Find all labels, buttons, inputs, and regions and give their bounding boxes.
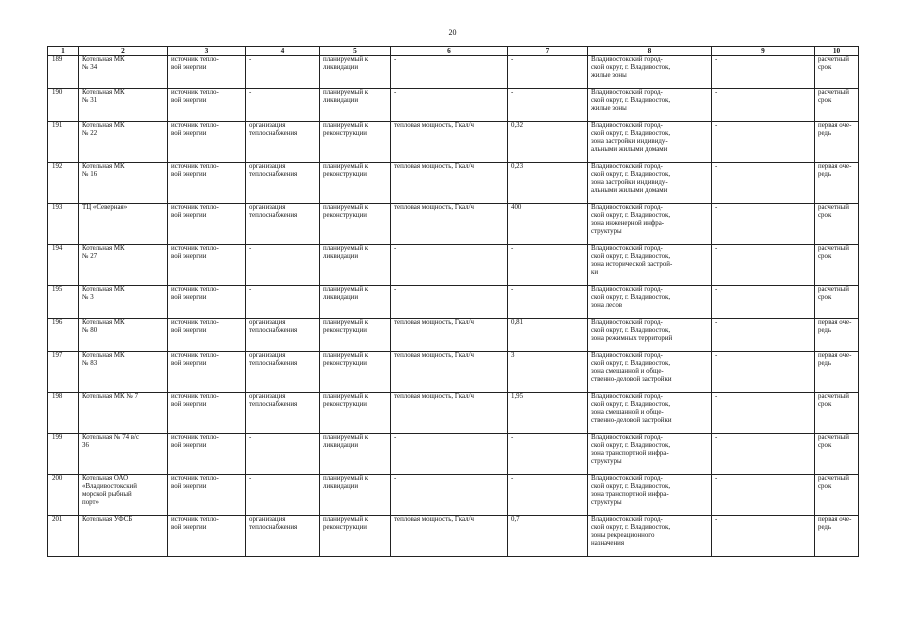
- location-zone-text: Владивостокский город- ской округ, г. Владивосток, зона транспортной инфра- структуры: [591, 475, 671, 507]
- operating-organization-text: организация теплоснабжения: [249, 516, 298, 532]
- row-number: [48, 319, 79, 352]
- facility-name-text: Котельная МК № 83: [82, 352, 125, 368]
- column-header: 7: [508, 47, 588, 56]
- facility-name: [79, 245, 168, 286]
- column-9-value: [712, 286, 815, 319]
- operating-organization-text: организация теплоснабжения: [249, 122, 298, 138]
- parameter-name: [391, 204, 508, 245]
- implementation-term-text: расчетный срок: [818, 434, 849, 450]
- implementation-term-text: расчетный срок: [818, 245, 849, 261]
- facility-type: [168, 286, 246, 319]
- column-9-value: [712, 434, 815, 475]
- parameter-name: [391, 352, 508, 393]
- planned-status: [320, 475, 391, 516]
- operating-organization-text: -: [249, 245, 252, 252]
- facility-name: [79, 163, 168, 204]
- planned-status-text: планируемый к реконструкции: [323, 204, 369, 220]
- location-zone: [588, 516, 712, 557]
- column-9-value: [712, 163, 815, 204]
- operating-organization-text: -: [249, 89, 252, 96]
- facility-name-text: Котельная МК № 22: [82, 122, 125, 138]
- operating-organization: [246, 204, 320, 245]
- parameter-value-text: -: [511, 89, 514, 96]
- planned-status-text: планируемый к реконструкции: [323, 516, 369, 532]
- parameter-name: [391, 89, 508, 122]
- implementation-term-text: расчетный срок: [818, 204, 849, 220]
- planned-status: [320, 434, 391, 475]
- parameter-value-text: -: [511, 475, 514, 482]
- location-zone-text: Владивостокский город- ской округ, г. Владивосток, зона инженерной инфра- структуры: [591, 204, 671, 236]
- parameter-value: [508, 204, 588, 245]
- row-number: [48, 393, 79, 434]
- parameter-name: [391, 516, 508, 557]
- parameter-value: [508, 89, 588, 122]
- row-number-text: 201: [52, 516, 63, 523]
- column-header: 10: [815, 47, 859, 56]
- operating-organization-text: организация теплоснабжения: [249, 204, 298, 220]
- implementation-term-text: расчетный срок: [818, 393, 849, 409]
- implementation-term: [815, 434, 859, 475]
- parameter-value: [508, 352, 588, 393]
- row-number-text: 195: [52, 286, 63, 293]
- parameter-value-text: 3: [511, 352, 515, 359]
- operating-organization: [246, 352, 320, 393]
- column-9-value-text: -: [715, 475, 718, 482]
- operating-organization: [246, 516, 320, 557]
- implementation-term-text: расчетный срок: [818, 89, 849, 105]
- implementation-term-text: первая оче- редь: [818, 352, 852, 368]
- row-number-text: 190: [52, 89, 63, 96]
- operating-organization: [246, 475, 320, 516]
- facility-type: [168, 89, 246, 122]
- parameter-name-text: тепловая мощность, Гкал/ч: [394, 319, 474, 326]
- row-number-text: 189: [52, 56, 63, 63]
- implementation-term-text: первая оче- редь: [818, 163, 852, 179]
- column-9-value: [712, 319, 815, 352]
- facility-type: [168, 56, 246, 89]
- table-row: [48, 204, 859, 245]
- column-header: 2: [79, 47, 168, 56]
- column-9-value-text: -: [715, 434, 718, 441]
- facility-name: [79, 204, 168, 245]
- table-row: [48, 245, 859, 286]
- facility-type-text: источник тепло- вой энергии: [171, 204, 219, 220]
- row-number-text: 199: [52, 434, 63, 441]
- implementation-term: [815, 56, 859, 89]
- table-row: [48, 393, 859, 434]
- parameter-value: [508, 56, 588, 89]
- parameter-name-text: -: [394, 286, 397, 293]
- parameter-name-text: -: [394, 245, 397, 252]
- planned-status-text: планируемый к ликвидации: [323, 475, 369, 491]
- operating-organization: [246, 319, 320, 352]
- parameter-name-text: -: [394, 434, 397, 441]
- column-9-value-text: -: [715, 89, 718, 96]
- location-zone: [588, 245, 712, 286]
- row-number: [48, 434, 79, 475]
- planned-status: [320, 122, 391, 163]
- row-number-text: 200: [52, 475, 63, 482]
- column-9-value: [712, 122, 815, 163]
- facility-type: [168, 393, 246, 434]
- operating-organization: [246, 122, 320, 163]
- parameter-name-text: тепловая мощность, Гкал/ч: [394, 122, 474, 129]
- facility-name-text: Котельная МК № 3: [82, 286, 125, 302]
- implementation-term-text: первая оче- редь: [818, 319, 852, 335]
- table-row: [48, 434, 859, 475]
- column-9-value: [712, 393, 815, 434]
- implementation-term: [815, 516, 859, 557]
- row-number: [48, 516, 79, 557]
- column-9-value-text: -: [715, 516, 718, 523]
- operating-organization: [246, 163, 320, 204]
- column-9-value: [712, 516, 815, 557]
- planned-status: [320, 352, 391, 393]
- location-zone: [588, 89, 712, 122]
- planned-status: [320, 204, 391, 245]
- implementation-term-text: первая оче- редь: [818, 122, 852, 138]
- facility-name: [79, 319, 168, 352]
- column-9-value: [712, 89, 815, 122]
- implementation-term: [815, 319, 859, 352]
- location-zone-text: Владивостокский город- ской округ, г. Владивосток, зона застройки индивиду- альными жилыми домами: [591, 163, 671, 195]
- parameter-value: [508, 286, 588, 319]
- facility-type: [168, 122, 246, 163]
- facility-name-text: Котельная № 74 в/с 36: [82, 434, 140, 450]
- parameter-value-text: 0,23: [511, 163, 524, 170]
- parameter-value-text: -: [511, 434, 514, 441]
- location-zone-text: Владивостокский город- ской округ, г. Владивосток, зона режимных территорий: [591, 319, 673, 343]
- operating-organization-text: -: [249, 434, 252, 441]
- location-zone-text: Владивостокский город- ской округ, г. Владивосток, жилые зоны: [591, 56, 671, 80]
- location-zone-text: Владивостокский город- ской округ, г. Владивосток, жилые зоны: [591, 89, 671, 113]
- implementation-term: [815, 245, 859, 286]
- row-number: [48, 475, 79, 516]
- operating-organization: [246, 393, 320, 434]
- operating-organization-text: -: [249, 475, 252, 482]
- page-number: 20: [448, 28, 457, 37]
- column-9-value: [712, 352, 815, 393]
- operating-organization: [246, 56, 320, 89]
- parameter-value: [508, 434, 588, 475]
- location-zone-text: Владивостокский город- ской округ, г. Владивосток, зона застройки индивиду- альными жилыми домами: [591, 122, 671, 154]
- facility-name-text: Котельная УФСБ: [82, 516, 133, 523]
- parameter-name-text: тепловая мощность, Гкал/ч: [394, 393, 474, 400]
- column-header: 1: [48, 47, 79, 56]
- planned-status-text: планируемый к реконструкции: [323, 319, 369, 335]
- planned-status-text: планируемый к реконструкции: [323, 393, 369, 409]
- implementation-term: [815, 352, 859, 393]
- operating-organization: [246, 245, 320, 286]
- table-body: [48, 56, 859, 557]
- parameter-name: [391, 434, 508, 475]
- planned-status: [320, 393, 391, 434]
- planned-status: [320, 516, 391, 557]
- column-header: 3: [168, 47, 246, 56]
- parameter-name: [391, 393, 508, 434]
- facility-type-text: источник тепло- вой энергии: [171, 516, 219, 532]
- parameter-value-text: 0,81: [511, 319, 524, 326]
- operating-organization: [246, 434, 320, 475]
- location-zone: [588, 475, 712, 516]
- facility-name: [79, 475, 168, 516]
- column-9-value-text: -: [715, 286, 718, 293]
- parameter-name-text: -: [394, 56, 397, 63]
- row-number-text: 198: [52, 393, 63, 400]
- operating-organization-text: -: [249, 56, 252, 63]
- table-row: [48, 319, 859, 352]
- facility-type: [168, 352, 246, 393]
- parameter-value-text: -: [511, 245, 514, 252]
- location-zone: [588, 122, 712, 163]
- planned-status-text: планируемый к ликвидации: [323, 56, 369, 72]
- planned-status: [320, 245, 391, 286]
- row-number-text: 197: [52, 352, 63, 359]
- facility-name: [79, 434, 168, 475]
- planned-status-text: планируемый к ликвидации: [323, 245, 369, 261]
- location-zone-text: Владивостокский город- ской округ, г. Владивосток, зоны рекреационного назначения: [591, 516, 671, 548]
- implementation-term: [815, 89, 859, 122]
- table-row: [48, 516, 859, 557]
- location-zone-text: Владивостокский город- ской округ, г. Владивосток, зона смешанной и обще- ственно-деловой застройки: [591, 393, 672, 425]
- row-number-text: 194: [52, 245, 63, 252]
- facility-type: [168, 204, 246, 245]
- table-row: [48, 122, 859, 163]
- table-row: [48, 475, 859, 516]
- planned-status-text: планируемый к реконструкции: [323, 352, 369, 368]
- facility-type-text: источник тепло- вой энергии: [171, 122, 219, 138]
- parameter-name: [391, 245, 508, 286]
- operating-organization: [246, 89, 320, 122]
- implementation-term: [815, 204, 859, 245]
- facility-type-text: источник тепло- вой энергии: [171, 286, 219, 302]
- location-zone: [588, 286, 712, 319]
- operating-organization-text: организация теплоснабжения: [249, 352, 298, 368]
- table-row: [48, 89, 859, 122]
- parameter-name-text: тепловая мощность, Гкал/ч: [394, 163, 474, 170]
- parameter-name-text: тепловая мощность, Гкал/ч: [394, 516, 474, 523]
- facility-type-text: источник тепло- вой энергии: [171, 352, 219, 368]
- operating-organization: [246, 286, 320, 319]
- parameter-name: [391, 319, 508, 352]
- row-number: [48, 122, 79, 163]
- parameter-value-text: -: [511, 56, 514, 63]
- facility-name-text: ТЦ «Северная»: [82, 204, 128, 211]
- implementation-term: [815, 122, 859, 163]
- facility-name: [79, 56, 168, 89]
- location-zone-text: Владивостокский город- ской округ, г. Владивосток, зона транспортной инфра- структуры: [591, 434, 671, 466]
- table-row: [48, 163, 859, 204]
- parameter-name: [391, 475, 508, 516]
- parameter-value: [508, 516, 588, 557]
- parameter-name-text: -: [394, 475, 397, 482]
- operating-organization-text: организация теплоснабжения: [249, 163, 298, 179]
- parameter-value-text: 1,95: [511, 393, 524, 400]
- column-9-value: [712, 56, 815, 89]
- planned-status: [320, 286, 391, 319]
- planned-status-text: планируемый к реконструкции: [323, 122, 369, 138]
- parameter-name: [391, 163, 508, 204]
- facility-type: [168, 163, 246, 204]
- planned-status: [320, 163, 391, 204]
- parameter-value: [508, 163, 588, 204]
- operating-organization-text: организация теплоснабжения: [249, 319, 298, 335]
- facility-name: [79, 122, 168, 163]
- facility-type-text: источник тепло- вой энергии: [171, 393, 219, 409]
- column-9-value-text: -: [715, 393, 718, 400]
- column-9-value-text: -: [715, 163, 718, 170]
- location-zone: [588, 352, 712, 393]
- facility-name: [79, 286, 168, 319]
- planned-status-text: планируемый к ликвидации: [323, 286, 369, 302]
- column-header: 8: [588, 47, 712, 56]
- planned-status-text: планируемый к ликвидации: [323, 89, 369, 105]
- facility-type-text: источник тепло- вой энергии: [171, 245, 219, 261]
- facility-type-text: источник тепло- вой энергии: [171, 163, 219, 179]
- parameter-value-text: -: [511, 286, 514, 293]
- parameter-value: [508, 475, 588, 516]
- parameter-value: [508, 245, 588, 286]
- header-row: [48, 47, 859, 56]
- location-zone-text: Владивостокский город- ской округ, г. Владивосток, зона исторической застрой- ки: [591, 245, 673, 277]
- parameter-value-text: 0,7: [511, 516, 520, 523]
- facility-type: [168, 516, 246, 557]
- parameter-name: [391, 56, 508, 89]
- facility-type: [168, 475, 246, 516]
- facility-name-text: Котельная МК № 80: [82, 319, 125, 335]
- facility-name: [79, 352, 168, 393]
- facility-name-text: Котельная МК № 16: [82, 163, 125, 179]
- column-9-value-text: -: [715, 122, 718, 129]
- implementation-term: [815, 163, 859, 204]
- planned-status: [320, 56, 391, 89]
- row-number: [48, 163, 79, 204]
- column-9-value-text: -: [715, 319, 718, 326]
- implementation-term-text: расчетный срок: [818, 56, 849, 72]
- column-header: 4: [246, 47, 320, 56]
- parameter-name: [391, 122, 508, 163]
- column-header: 9: [712, 47, 815, 56]
- parameter-value-text: 400: [511, 204, 522, 211]
- column-9-value-text: -: [715, 245, 718, 252]
- operating-organization-text: организация теплоснабжения: [249, 393, 298, 409]
- facility-type-text: источник тепло- вой энергии: [171, 475, 219, 491]
- facility-type: [168, 319, 246, 352]
- implementation-term-text: расчетный срок: [818, 475, 849, 491]
- planned-status-text: планируемый к ликвидации: [323, 434, 369, 450]
- row-number-text: 191: [52, 122, 63, 129]
- location-zone: [588, 204, 712, 245]
- parameter-value: [508, 319, 588, 352]
- location-zone: [588, 393, 712, 434]
- parameter-name: [391, 286, 508, 319]
- row-number: [48, 89, 79, 122]
- facility-name-text: Котельная МК № 34: [82, 56, 125, 72]
- row-number: [48, 245, 79, 286]
- row-number-text: 196: [52, 319, 63, 326]
- parameter-value: [508, 393, 588, 434]
- parameter-name-text: -: [394, 89, 397, 96]
- column-9-value: [712, 475, 815, 516]
- location-zone-text: Владивостокский город- ской округ, г. Владивосток, зона смешанной и обще- ственно-деловой застройки: [591, 352, 672, 384]
- column-9-value: [712, 245, 815, 286]
- implementation-term-text: расчетный срок: [818, 286, 849, 302]
- location-zone-text: Владивостокский город- ской округ, г. Владивосток, зона лесов: [591, 286, 671, 310]
- parameter-value: [508, 122, 588, 163]
- parameter-name-text: тепловая мощность, Гкал/ч: [394, 204, 474, 211]
- planned-status-text: планируемый к реконструкции: [323, 163, 369, 179]
- column-header: 5: [320, 47, 391, 56]
- location-zone: [588, 319, 712, 352]
- facility-name: [79, 89, 168, 122]
- planned-status: [320, 319, 391, 352]
- facility-name-text: Котельная МК № 31: [82, 89, 125, 105]
- location-zone: [588, 434, 712, 475]
- implementation-term: [815, 286, 859, 319]
- facility-type-text: источник тепло- вой энергии: [171, 89, 219, 105]
- column-9-value-text: -: [715, 352, 718, 359]
- implementation-term-text: первая оче- редь: [818, 516, 852, 532]
- planned-status: [320, 89, 391, 122]
- column-9-value-text: -: [715, 204, 718, 211]
- location-zone: [588, 56, 712, 89]
- row-number-text: 193: [52, 204, 63, 211]
- table-row: [48, 56, 859, 89]
- facility-name-text: Котельная ОАО «Владивостокский морской рыбный порт»: [82, 475, 137, 507]
- facility-name: [79, 516, 168, 557]
- location-zone: [588, 163, 712, 204]
- facility-name-text: Котельная МК № 27: [82, 245, 125, 261]
- facility-name: [79, 393, 168, 434]
- facility-type-text: источник тепло- вой энергии: [171, 434, 219, 450]
- implementation-term: [815, 475, 859, 516]
- table-row: [48, 352, 859, 393]
- row-number-text: 192: [52, 163, 63, 170]
- row-number: [48, 286, 79, 319]
- facility-name-text: Котельная МК № 7: [82, 393, 139, 400]
- operating-organization-text: -: [249, 286, 252, 293]
- column-9-value-text: -: [715, 56, 718, 63]
- table-row: [48, 286, 859, 319]
- facility-type-text: источник тепло- вой энергии: [171, 56, 219, 72]
- row-number: [48, 352, 79, 393]
- facility-type: [168, 245, 246, 286]
- row-number: [48, 56, 79, 89]
- facility-type-text: источник тепло- вой энергии: [171, 319, 219, 335]
- column-header: 6: [391, 47, 508, 56]
- implementation-term: [815, 393, 859, 434]
- facilities-table: [47, 46, 859, 557]
- parameter-name-text: тепловая мощность, Гкал/ч: [394, 352, 474, 359]
- parameter-value-text: 0,32: [511, 122, 524, 129]
- column-9-value: [712, 204, 815, 245]
- facility-type: [168, 434, 246, 475]
- row-number: [48, 204, 79, 245]
